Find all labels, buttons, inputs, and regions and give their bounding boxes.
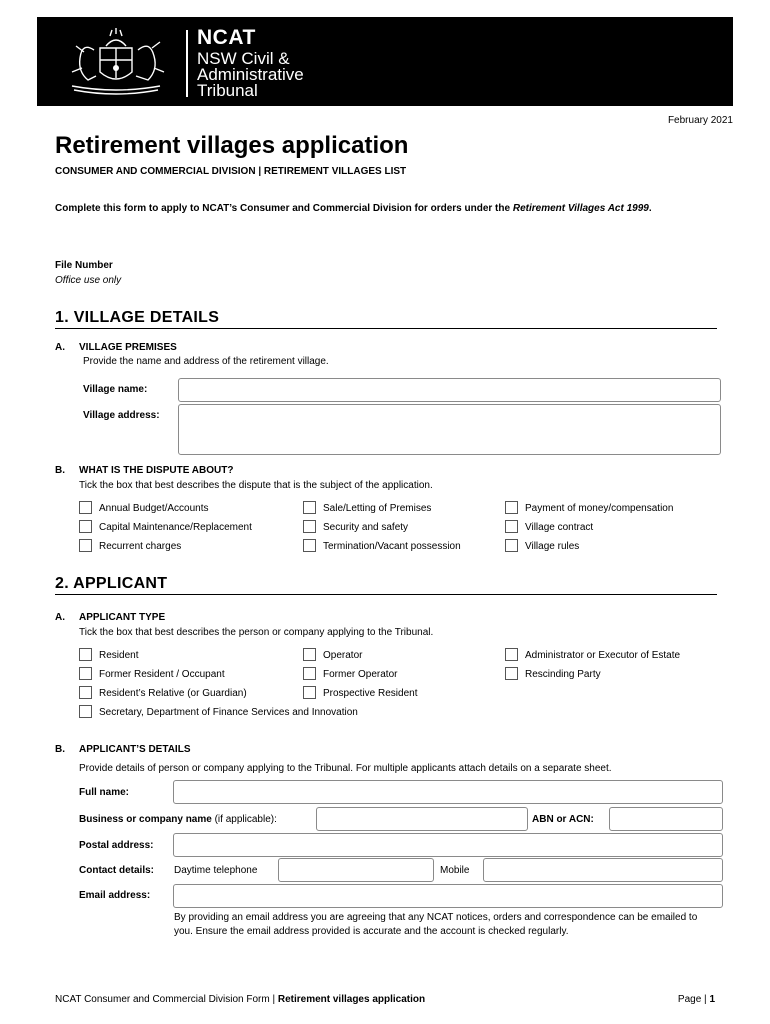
applicant-type-option-label: Administrator or Executor of Estate: [525, 650, 681, 661]
applicant-type-heading: APPLICANT TYPE: [79, 612, 166, 623]
org-name-line-3: Tribunal: [197, 81, 258, 100]
applicant-type-option-label: Operator: [323, 650, 363, 661]
dispute-checkbox[interactable]: [303, 520, 316, 533]
mobile-field[interactable]: [483, 858, 723, 882]
applicant-type-option-label: Resident’s Relative (or Guardian): [99, 688, 247, 699]
header-divider: [186, 30, 188, 97]
village-address-label: Village address:: [83, 410, 160, 421]
dispute-option-label: Payment of money/compensation: [525, 503, 674, 514]
dispute-checkbox[interactable]: [79, 539, 92, 552]
part-letter: A.: [55, 342, 65, 353]
footer-form-title: Retirement villages application: [277, 994, 426, 1005]
org-name-line-1: NSW Civil &: [197, 49, 290, 68]
section-applicant-title: 2. APPLICANT: [55, 575, 168, 592]
dispute-option-label: Recurrent charges: [99, 541, 182, 552]
dispute-option-label: Village contract: [525, 522, 594, 533]
page-number: 1: [709, 994, 715, 1005]
applicant-type-option-label: Prospective Resident: [323, 688, 418, 699]
email-address-field[interactable]: [173, 884, 723, 908]
dispute-checkbox[interactable]: [505, 520, 518, 533]
applicant-type-option-label: Rescinding Party: [525, 669, 601, 680]
applicant-type-checkbox[interactable]: [79, 667, 92, 680]
applicant-type-option-label: Former Resident / Occupant: [99, 669, 225, 680]
applicant-type-option-label: Former Operator: [323, 669, 398, 680]
footer-page-number: [678, 994, 715, 1005]
dispute-checkbox[interactable]: [505, 539, 518, 552]
dispute-option-label: Security and safety: [323, 522, 409, 533]
applicant-type-checkbox[interactable]: [303, 648, 316, 661]
intro-text: Complete this form to apply to NCAT’s Consumer and Commercial Division for orders under the: [55, 203, 513, 214]
email-address-label: Email address:: [79, 890, 151, 901]
dispute-checkbox[interactable]: [303, 539, 316, 552]
intro-act-name: Retirement Villages Act 1999: [512, 203, 649, 214]
dispute-desc: Tick the box that best describes the dispute that is the subject of the application.: [79, 480, 433, 491]
dispute-option-label: Sale/Letting of Premises: [323, 503, 432, 514]
applicant-type-checkbox[interactable]: [505, 648, 518, 661]
mobile-label: Mobile: [440, 865, 470, 876]
org-short-name: NCAT: [197, 26, 256, 49]
applicant-type-desc: Tick the box that best describes the person or company applying to the Tribunal.: [79, 627, 434, 638]
part-letter: A.: [55, 612, 65, 623]
form-date: February 2021: [667, 115, 733, 126]
file-number-note: Office use only: [55, 275, 122, 286]
dispute-option-label: Termination/Vacant possession: [323, 541, 461, 552]
dispute-checkbox[interactable]: [505, 501, 518, 514]
section-divider: [55, 594, 717, 595]
footer-form-name: [55, 994, 425, 1005]
village-name-label: Village name:: [83, 384, 148, 395]
village-premises-desc: Provide the name and address of the retirement village.: [83, 356, 329, 367]
page-subtitle: CONSUMER AND COMMERCIAL DIVISION | RETIREMENT VILLAGES LIST: [55, 166, 407, 177]
applicant-type-checkbox[interactable]: [79, 705, 92, 718]
section-village-details-title: 1. VILLAGE DETAILS: [55, 309, 220, 326]
dispute-heading: WHAT IS THE DISPUTE ABOUT?: [79, 465, 234, 476]
dispute-checkbox[interactable]: [79, 520, 92, 533]
part-letter: B.: [55, 465, 65, 476]
dispute-option-label: Annual Budget/Accounts: [99, 503, 209, 514]
abn-acn-label: ABN or ACN:: [532, 814, 594, 825]
section-divider: [55, 328, 717, 329]
applicant-type-checkbox[interactable]: [79, 686, 92, 699]
postal-address-field[interactable]: [173, 833, 723, 857]
business-name-field[interactable]: [316, 807, 528, 831]
applicant-type-option-label: Secretary, Department of Finance Services and Innovation: [99, 707, 358, 718]
page-title: Retirement villages application: [55, 132, 409, 159]
business-name-label-text: Business or company name: [79, 814, 212, 825]
email-consent-note: By providing an email address you are agreeing that any NCAT notices, orders and correspondence can be emailed to you. Ensure the email address provided is accurate and the account is checked regularly.: [174, 912, 698, 937]
file-number-label: File Number: [55, 260, 113, 271]
village-name-field[interactable]: [178, 378, 721, 402]
postal-address-label: Postal address:: [79, 840, 154, 851]
business-name-label: [79, 814, 277, 825]
business-name-note: (if applicable):: [211, 814, 277, 825]
intro-end: .: [648, 203, 652, 214]
abn-acn-field[interactable]: [609, 807, 723, 831]
dispute-option-label: Village rules: [525, 541, 580, 552]
part-letter: B.: [55, 744, 65, 755]
applicant-type-checkbox[interactable]: [303, 686, 316, 699]
page-label: Page |: [677, 994, 710, 1005]
village-address-field[interactable]: [178, 404, 721, 455]
full-name-label: Full name:: [79, 787, 130, 798]
dispute-checkbox[interactable]: [303, 501, 316, 514]
footer-text: NCAT Consumer and Commercial Division Form |: [55, 994, 278, 1005]
applicant-details-desc: Provide details of person or company applying to the Tribunal. For multiple applicants attach details on a separate sheet.: [79, 763, 612, 774]
full-name-field[interactable]: [173, 780, 723, 804]
org-name-line-2: Administrative: [197, 65, 304, 84]
intro-paragraph: [55, 202, 720, 216]
daytime-telephone-field[interactable]: [278, 858, 434, 882]
nsw-crest-logo: [62, 28, 170, 98]
applicant-type-checkbox[interactable]: [79, 648, 92, 661]
contact-details-label: Contact details:: [79, 865, 155, 876]
dispute-checkbox[interactable]: [79, 501, 92, 514]
applicant-type-option-label: Resident: [99, 650, 139, 661]
daytime-telephone-label: Daytime telephone: [174, 865, 258, 876]
village-premises-heading: VILLAGE PREMISES: [79, 342, 177, 353]
applicant-details-heading: APPLICANT’S DETAILS: [79, 744, 191, 755]
applicant-type-checkbox[interactable]: [505, 667, 518, 680]
dispute-option-label: Capital Maintenance/Replacement: [99, 522, 252, 533]
applicant-type-checkbox[interactable]: [303, 667, 316, 680]
